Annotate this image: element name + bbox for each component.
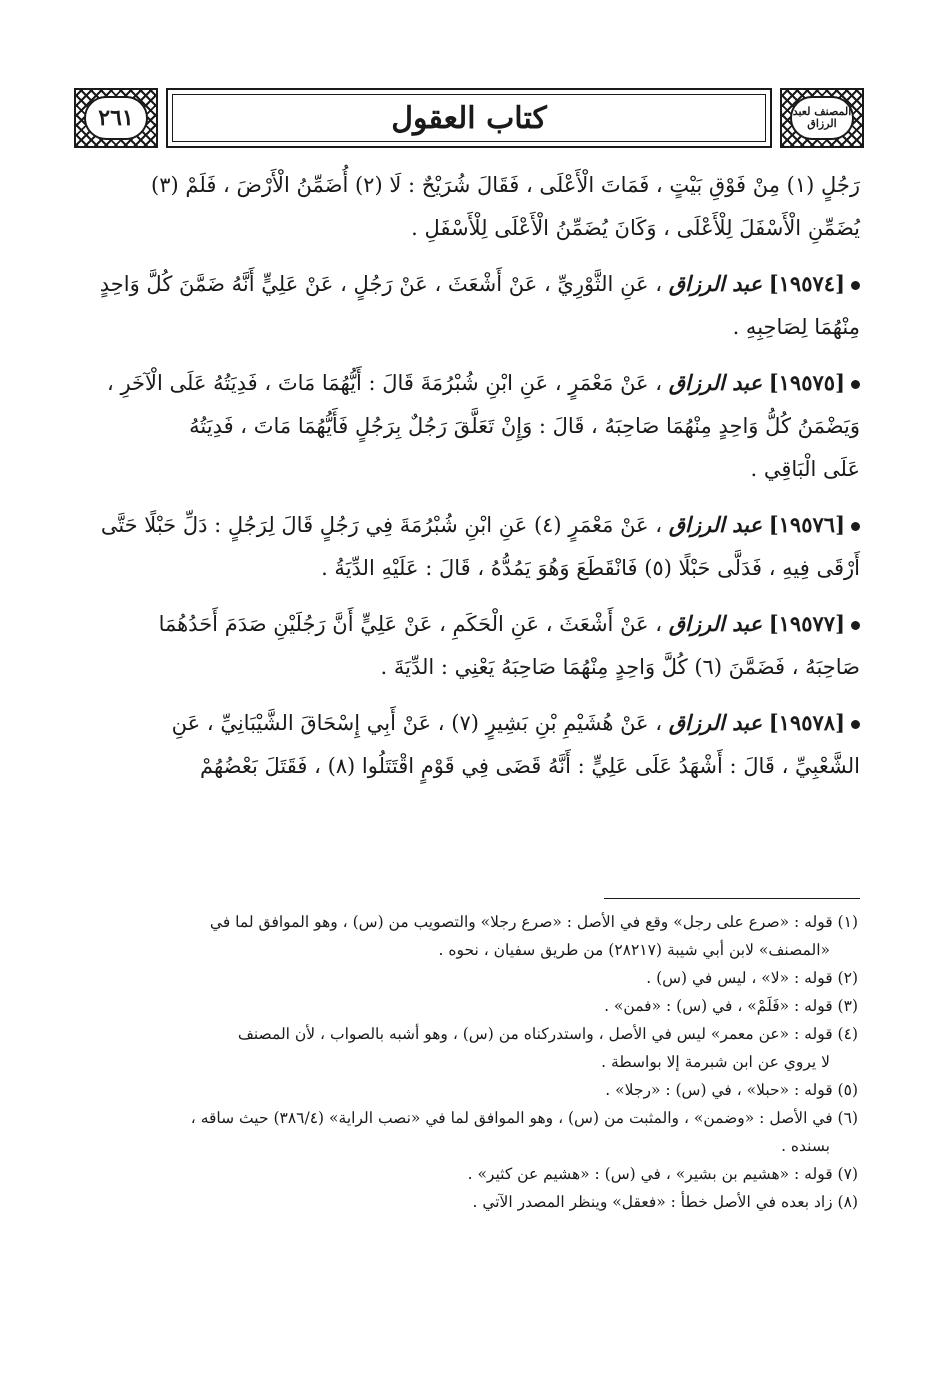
text-line: ، عَنْ مَعْمَرٍ ، عَنِ ابْنِ شُبْرُمَةَ قَالَ : أَيُّهُمَا مَاتَ ، فَدِيَتُهُ عَلَى الْآخَرِ ، <box>107 371 663 395</box>
footnote-8: (٨) زاد بعده في الأصل خطأ : «فعقل» وينظر المصدر الآتي . <box>472 1193 858 1211</box>
series-logo: المصنف لعبد الرزاق <box>792 105 852 130</box>
page-number-frame <box>84 96 148 140</box>
series-logo-frame <box>790 96 854 140</box>
bullet-icon <box>851 281 860 290</box>
page-header <box>74 84 864 156</box>
text-line: مِنْهُمَا لِصَاحِبِهِ . <box>732 315 860 339</box>
book-title-frame <box>166 88 772 148</box>
hadith-number: [١٩٥٧٨] <box>768 710 845 735</box>
hadith-19576 <box>82 503 860 590</box>
hadith-number: [١٩٥٧٦] <box>768 512 845 537</box>
text-line: أَرْقَى فِيهِ ، فَدَلَّى حَبْلًا (٥) فَانْقَطَعَ وَهُوَ يَمُدُّهُ ، قَالَ : عَلَيْهِ الدِّيَةُ . <box>321 556 860 580</box>
series-logo-ornament <box>780 88 864 148</box>
hadith-number: [١٩٥٧٥] <box>768 370 845 395</box>
narrator-name: عبد الرزاق <box>668 611 763 636</box>
bullet-icon <box>851 380 860 389</box>
text-line: ، عَنِ الثَّوْرِيِّ ، عَنْ أَشْعَثَ ، عَنْ رَجُلٍ ، عَنْ عَلِيٍّ أَنَّهُ ضَمَّنَ كُلَّ وَاحِدٍ <box>99 272 663 296</box>
text-line: رَجُلٍ (١) مِنْ فَوْقِ بَيْتٍ ، فَمَاتَ الْأَعْلَى ، فَقَالَ شُرَيْحٌ : لَا (٢) أُضَمِّنُ الْأَرْضَ ، فَلَمْ (٣) <box>151 173 860 197</box>
text-line: صَاحِبَهُ ، فَضَمَّنَ (٦) كُلَّ وَاحِدٍ مِنْهُمَا صَاحِبَهُ يَعْنِي : الدِّيَةَ . <box>380 655 860 679</box>
hadith-number: [١٩٥٧٤] <box>768 271 845 296</box>
hadith-number: [١٩٥٧٧] <box>768 611 845 636</box>
footnotes <box>76 908 858 1216</box>
hadith-19578 <box>82 701 860 788</box>
footnote-5: (٥) قوله : «حبلا» ، في (س) : «رجلا» . <box>605 1081 858 1099</box>
page-number-ornament <box>74 88 158 148</box>
text-line: وَيَضْمَنُ كُلُّ وَاحِدٍ مِنْهُمَا صَاحِبَهُ ، قَالَ : وَإِنْ تَعَلَّقَ رَجُلٌ بِرَجُلٍ فَأَيُّهُمَا مَاتَ ، فَدِيَتُهُ <box>189 414 860 438</box>
footnote-1: (١) قوله : «صرع على رجل» وقع في الأصل : «صرع رجلا» والتصويب من (س) ، وهو الموافق لما في <box>209 913 858 931</box>
footnote-4: (٤) قوله : «عن معمر» ليس في الأصل ، واستدركناه من (س) ، وهو أشبه بالصواب ، لأن المصنف <box>237 1025 858 1043</box>
paragraph-continuation <box>82 164 860 250</box>
footnote-4-continued: لا يروي عن ابن شبرمة إلا بواسطة . <box>601 1053 830 1071</box>
hadith-19577 <box>82 602 860 689</box>
book-title: كتاب العقول <box>391 100 547 136</box>
hadith-19574 <box>82 262 860 349</box>
bullet-icon <box>851 720 860 729</box>
text-line: ، عَنْ مَعْمَرٍ (٤) عَنِ ابْنِ شُبْرُمَةَ فِي رَجُلٍ قَالَ لِرَجُلٍ : دَلِّ حَبْلًا حَتَّى <box>100 513 663 537</box>
text-line: عَلَى الْبَاقِي . <box>750 457 860 481</box>
text-line: يُضَمِّنِ الْأَسْفَلَ لِلْأَعْلَى ، وَكَانَ يُضَمِّنُ الْأَعْلَى لِلْأَسْفَلِ . <box>411 216 860 240</box>
main-text <box>82 164 860 800</box>
bullet-icon <box>851 522 860 531</box>
footnote-6: (٦) في الأصل : «وضمن» ، والمثبت من (س) ، وهو الموافق لما في «نصب الراية» (٣٨٦/٤) حيث ساقه ، <box>190 1109 858 1127</box>
page-number: ٢٦١ <box>98 105 134 131</box>
footnote-2: (٢) قوله : «لا» ، ليس في (س) . <box>646 969 858 987</box>
footnote-1-continued: «المصنف» لابن أبي شيبة (٢٨٢١٧) من طريق سفيان ، نحوه . <box>438 941 830 959</box>
narrator-name: عبد الرزاق <box>668 512 763 537</box>
bullet-icon <box>851 621 860 630</box>
footnote-7: (٧) قوله : «هشيم بن بشير» ، في (س) : «هشيم عن كثير» . <box>467 1165 858 1183</box>
narrator-name: عبد الرزاق <box>668 370 763 395</box>
footnote-6-continued: بسنده . <box>781 1137 830 1155</box>
text-line: ، عَنْ هُشَيْمِ بْنِ بَشِيرٍ (٧) ، عَنْ أَبِي إِسْحَاقَ الشَّيْبَانِيِّ ، عَنِ <box>171 711 663 735</box>
text-line: الشَّعْبِيِّ ، قَالَ : أَشْهَدُ عَلَى عَلِيٍّ : أَنَّهُ قَضَى فِي قَوْمٍ اقْتَتَلُوا (٨) ، فَقَتَلَ بَعْضُهُمْ <box>200 754 860 778</box>
footnote-3: (٣) قوله : «فَلَمْ» ، في (س) : «فمن» . <box>604 997 858 1015</box>
narrator-name: عبد الرزاق <box>668 271 763 296</box>
footnote-separator <box>604 898 860 899</box>
text-line: ، عَنْ أَشْعَثَ ، عَنِ الْحَكَمِ ، عَنْ عَلِيٍّ أَنَّ رَجُلَيْنِ صَدَمَ أَحَدُهُمَا <box>158 612 663 636</box>
hadith-19575 <box>82 361 860 491</box>
narrator-name: عبد الرزاق <box>668 710 763 735</box>
